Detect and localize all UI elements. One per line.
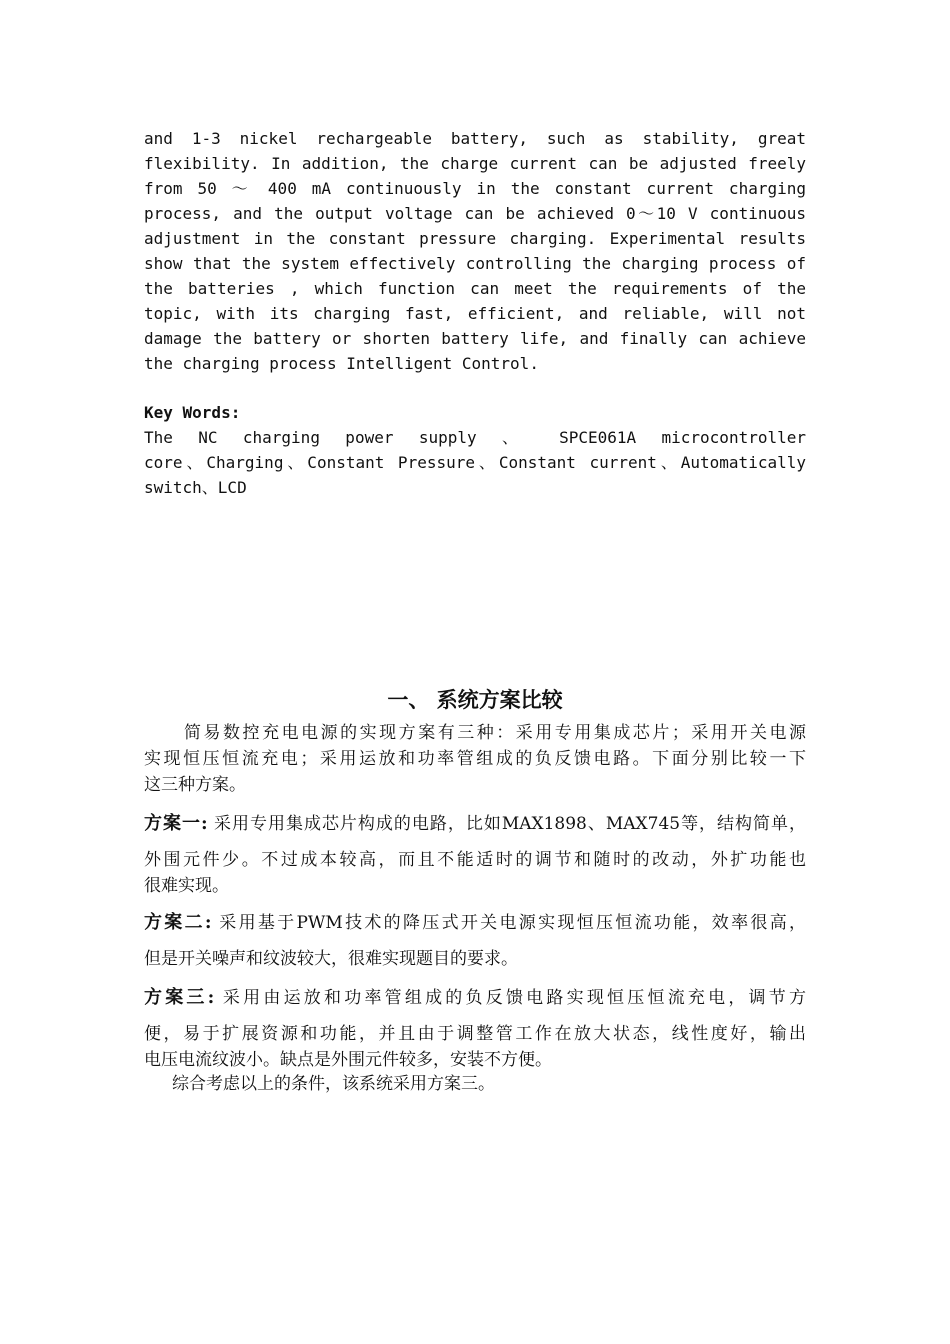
abstract-line: adjustment in the constant pressure charging. Experimental results bbox=[144, 229, 806, 248]
abstract-line: from 50 ～ 400 mA continuously in the constant current charging bbox=[144, 179, 806, 198]
plan-one-line: 很难实现。 bbox=[144, 876, 229, 896]
plan-three-text: 采用由运放和功率管组成的负反馈电路实现恒压恒流充电，调节方 bbox=[222, 988, 806, 1008]
abstract-line: topic, with its charging fast, efficient, and reliable, will not bbox=[144, 304, 806, 323]
plan-three-line: 电压电流纹波小。缺点是外围元件较多，安装不方便。 bbox=[144, 1050, 552, 1070]
intro-paragraph bbox=[144, 720, 806, 798]
abstract-text bbox=[144, 126, 806, 376]
keywords-line: The NC charging power supply 、 SPCE061A microcontroller bbox=[144, 428, 806, 447]
plan-two-text: 采用基于PWM技术的降压式开关电源实现恒压恒流功能，效率很高， bbox=[219, 913, 806, 933]
abstract-line: the batteries , which function can meet the requirements of the bbox=[144, 279, 806, 298]
abstract-line: and 1-3 nickel rechargeable battery, such as stability, great bbox=[144, 129, 806, 148]
abstract-line: show that the system effectively controlling the charging process of bbox=[144, 254, 806, 273]
conclusion-text: 综合考虑以上的条件，该系统采用方案三。 bbox=[172, 1074, 495, 1094]
abstract-line: process, and the output voltage can be achieved 0～10 V continuous bbox=[144, 204, 806, 223]
abstract-line: flexibility. In addition, the charge current can be adjusted freely bbox=[144, 154, 806, 173]
intro-line: 简易数控充电电源的实现方案有三种：采用专用集成芯片；采用开关电源 bbox=[184, 723, 806, 743]
keywords-line: switch、LCD bbox=[144, 478, 247, 497]
plan-three bbox=[144, 985, 806, 1073]
plan-one-label: 方案一: bbox=[144, 813, 208, 834]
plan-one-text: 采用专用集成芯片构成的电路，比如MAX1898、MAX745等，结构简单， bbox=[214, 814, 806, 834]
keywords-block bbox=[144, 400, 806, 500]
abstract-line: damage the battery or shorten battery life, and finally can achieve bbox=[144, 329, 806, 348]
plan-two-line: 但是开关噪声和纹波较大，很难实现题目的要求。 bbox=[144, 949, 518, 969]
keywords-title: Key Words: bbox=[144, 403, 241, 422]
plan-two-label: 方案二: bbox=[144, 912, 212, 933]
section-heading: 一、 系统方案比较 bbox=[387, 687, 563, 712]
intro-line: 实现恒压恒流充电；采用运放和功率管组成的负反馈电路。下面分别比较一下 bbox=[144, 749, 806, 769]
plan-two-first-line bbox=[144, 910, 806, 936]
plan-three-first-line bbox=[144, 985, 806, 1011]
keywords-line: core、Charging、Constant Pressure、Constant current、Automatically bbox=[144, 453, 806, 472]
plan-three-line: 便，易于扩展资源和功能，并且由于调整管工作在放大状态，线性度好，输出 bbox=[144, 1024, 806, 1044]
plan-one-line: 外围元件少。不过成本较高，而且不能适时的调节和随时的改动，外扩功能也 bbox=[144, 850, 806, 870]
plan-one-first-line bbox=[144, 811, 806, 837]
abstract-line: the charging process Intelligent Control. bbox=[144, 354, 539, 373]
plan-two bbox=[144, 910, 806, 972]
conclusion-paragraph bbox=[144, 1071, 806, 1097]
plan-one bbox=[144, 811, 806, 899]
intro-line: 这三种方案。 bbox=[144, 775, 246, 795]
plan-three-label: 方案三: bbox=[144, 987, 215, 1008]
